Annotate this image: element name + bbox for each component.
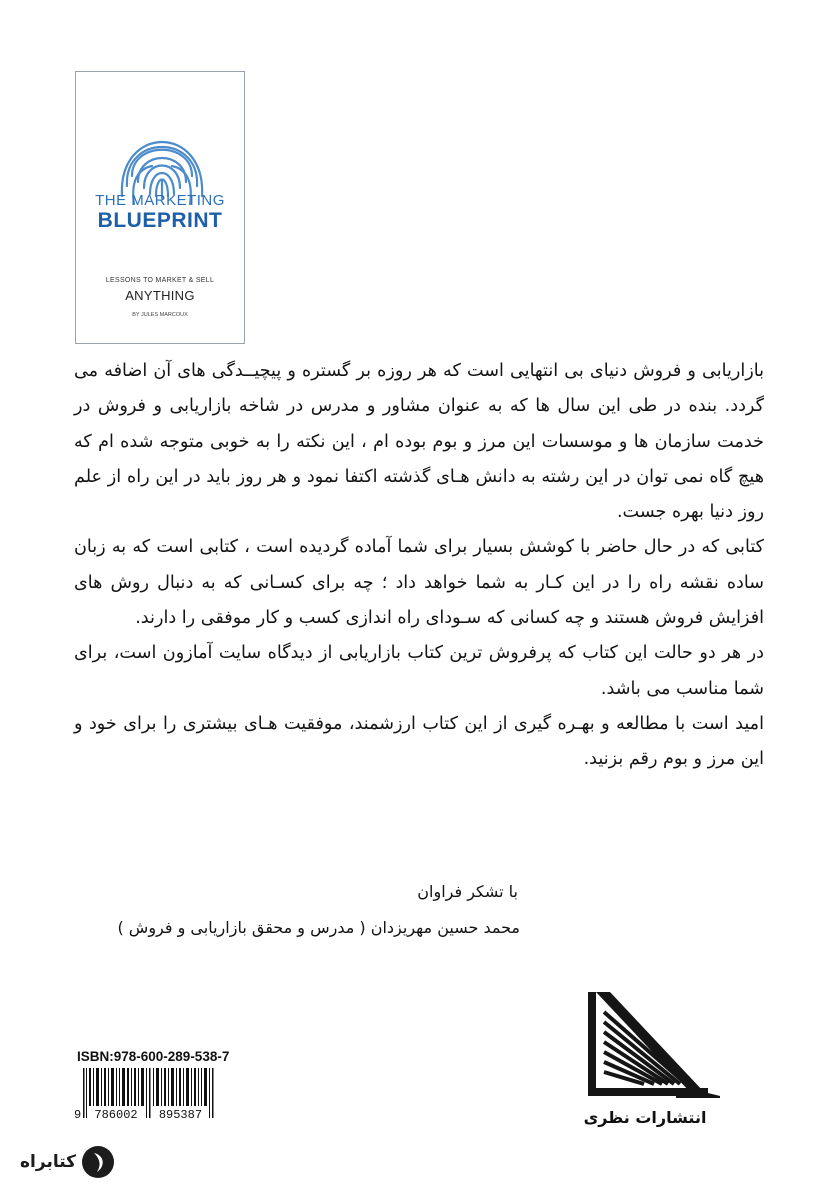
barcode-digits-right: 895387	[158, 1108, 203, 1122]
description-paragraph: بازاریابی و فروش دنیای بی انتهایی است که هر روزه بر گستره و پیچیــدگی های آن اضافه می گردد. بنده در طی این سال ها که به عنوان مشاور و مدرس در شاخه بازاریابی و فروش در خدمت سازمان ها و موسسات این مرز و بوم بوده ام ، این نکته را به خوبی متوجه شده ام که هیچ گاه نمی توان در این رشته به دانش هـای گذشته اکتفا نمود و هر روز باید در این راه از علم روز دنیا بهره جست.	[74, 361, 764, 523]
signer-line: محمد حسین مهریزدان ( مدرس و محقق بازاریابی و فروش )	[117, 918, 520, 937]
description-paragraph: در هر دو حالت این کتاب که پرفروش ترین کتاب بازاریابی از دیدگاه سایت آمازون است، برای شما مناسب می باشد.	[74, 643, 764, 699]
book-cover-thumbnail	[75, 71, 245, 344]
cover-subtitle: LESSONS TO MARKET & SELL	[105, 277, 215, 284]
watermark-text: کتابراه	[20, 1152, 77, 1172]
cover-author: BY JULES MARCOUX	[132, 312, 188, 318]
watermark-logo-icon	[80, 1144, 116, 1180]
description-paragraph: کتابی که در حال حاضر با کوشش بسیار برای شما آماده گردیده است ، کتابی است که به زبان ساده نقشه راه را در این کـار به شما خواهد داد ؛ چه برای کسـانی که به دنبال روش های افزایش فروش هستند و چه کسانی که سـودای راه اندازی کسب و کار موفقی را دارند.	[74, 537, 764, 629]
barcode-digit-lead: 9	[74, 1108, 82, 1122]
watermark	[20, 1140, 130, 1184]
thanks-line: با تشکر فراوان	[417, 882, 518, 901]
book-description	[74, 354, 764, 778]
description-paragraph: امید است با مطالعه و بهـره گیری از این کتاب ارزشمند، موفقیت هـای بیشتری را برای خود و این مرز و بوم رقم بزنید.	[74, 713, 764, 770]
cover-title-line2: BLUEPRINT	[97, 209, 223, 232]
barcode-digits-left: 786002	[94, 1108, 138, 1122]
cover-title-line1: THE MARKETING	[95, 192, 225, 209]
barcode-digits	[74, 1108, 232, 1122]
publisher-logo-icon	[568, 988, 728, 1098]
isbn-label: ISBN:978-600-289-538-7	[77, 1049, 230, 1064]
publisher-name: انتشارات نظری	[583, 1108, 707, 1127]
cover-subtitle-big: ANYTHING	[125, 288, 195, 303]
